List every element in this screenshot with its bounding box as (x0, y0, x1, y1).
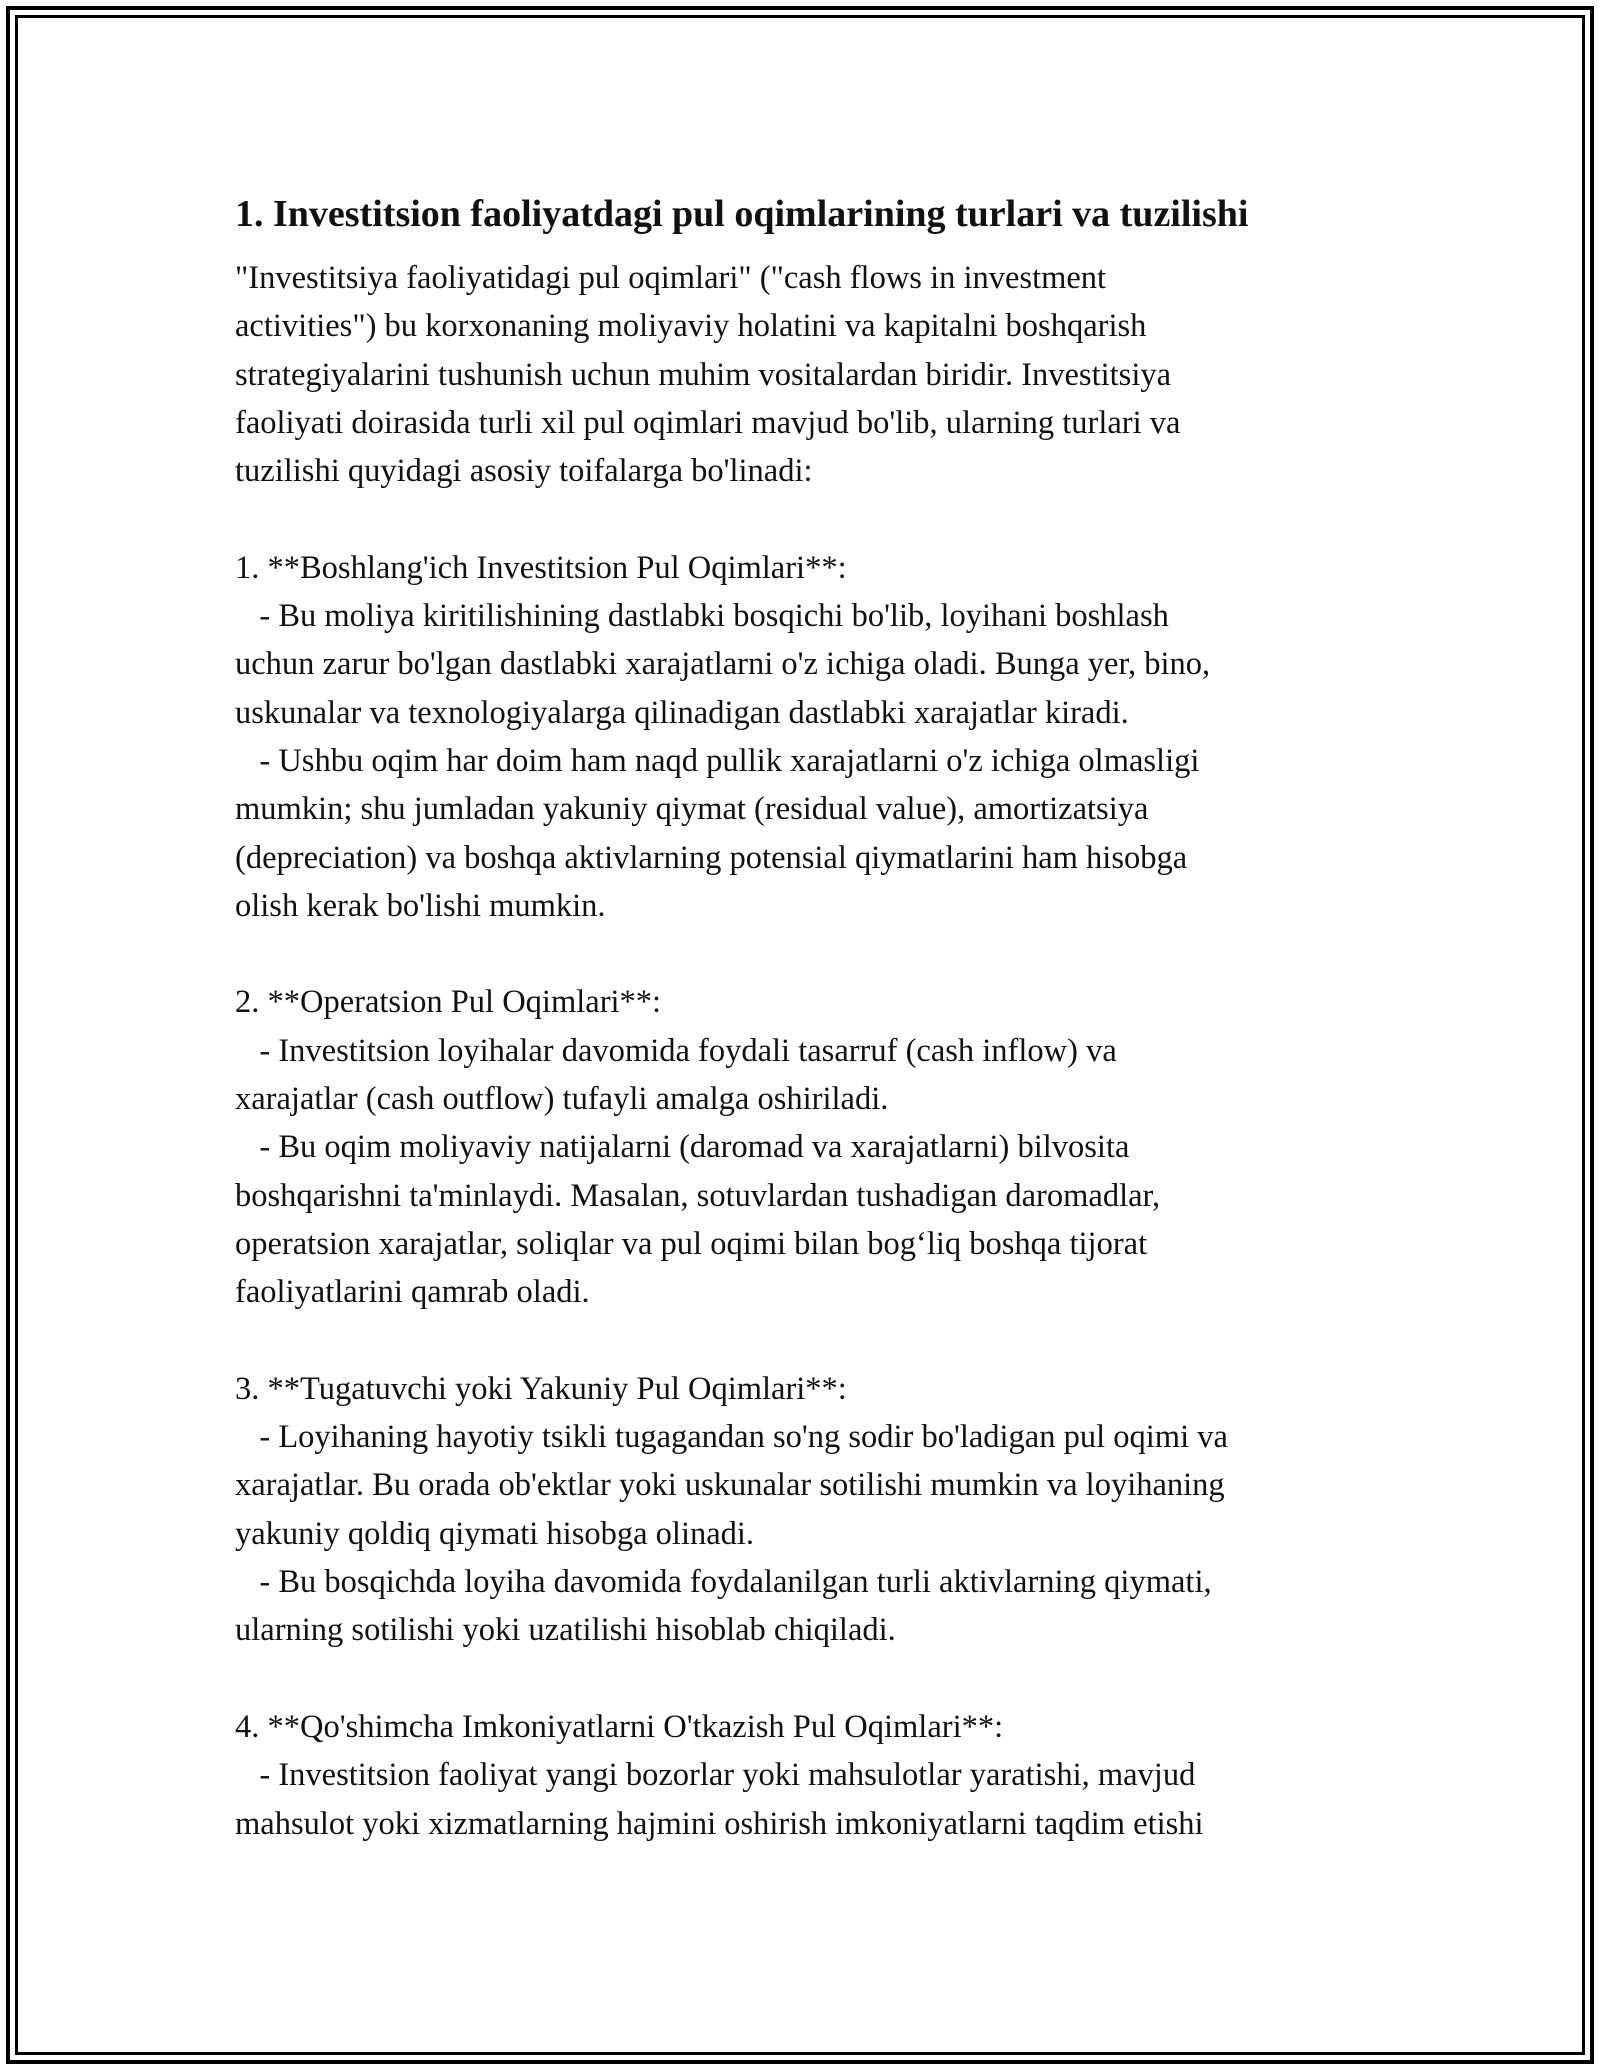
section-heading: 1. Investitsion faoliyatdagi pul oqimlarining turlari va tuzilishi (235, 193, 1249, 235)
document-content (235, 184, 1385, 1848)
section-body-text: "Investitsiya faoliyatidagi pul oqimlari" ("cash flows in investment activities") bu korxonaning moliyaviy holatini va kapitalni boshqarish strategiyalarini tushunish uchun muhim vositalardan biridir. Investitsiya faoliyati doirasida turli xil pul oqimlari mavjud bo'lib, ularning turlari va tuzilishi quyidagi asosiy toifalarga bo'linadi: 1. **Boshlang'ich Investitsion Pul Oqimlari**: - Bu moliya kiritilishining dastlabki bosqichi bo'lib, loyihani boshlash uchun zarur bo'lgan dastlabki xarajatlarni o'z ichiga oladi. Bunga yer, bino, uskunalar va texnologiyalarga qilinadigan dastlabki xarajatlar kiradi. - Ushbu oqim har doim ham naqd pullik xarajatlarni o'z ichiga olmasligi mumkin; shu jumladan yakuniy qiymat (residual value), amortizatsiya (depreciation) va boshqa aktivlarning potensial qiymatlarini ham hisobga olish kerak bo'lishi mumkin. 2. **Operatsion Pul Oqimlari**: - Investitsion loyihalar davomida foydali tasarruf (cash inflow) va xarajatlar (cash outflow) tufayli amalga oshiriladi. - Bu oqim moliyaviy natijalarni (daromad va xarajatlarni) bilvosita boshqarishni ta'minlaydi. Masalan, sotuvlardan tushadigan daromadlar, operatsion xarajatlar, soliqlar va pul oqimi bilan bog‘liq boshqa tijorat faoliyatlarini qamrab oladi. 3. **Tugatuvchi yoki Yakuniy Pul Oqimlari**: - Loyihaning hayotiy tsikli tugagandan so'ng sodir bo'ladigan pul oqimi va xarajatlar. Bu orada ob'ektlar yoki uskunalar sotilishi mumkin va loyihaning yakuniy qoldiq qiymati hisobga olinadi. - Bu bosqichda loyiha davomida foydalanilgan turli aktivlarning qiymati, ularning sotilishi yoki uzatilishi hisoblab chiqiladi. 4. **Qo'shimcha Imkoniyatlarni O'tkazish Pul Oqimlari**: - Investitsion faoliyat yangi bozorlar yoki mahsulotlar yaratishi, mavjud mahsulot yoki xizmatlarning hajmini oshirish imkoniyatlarni taqdim etishi (235, 260, 1228, 1842)
